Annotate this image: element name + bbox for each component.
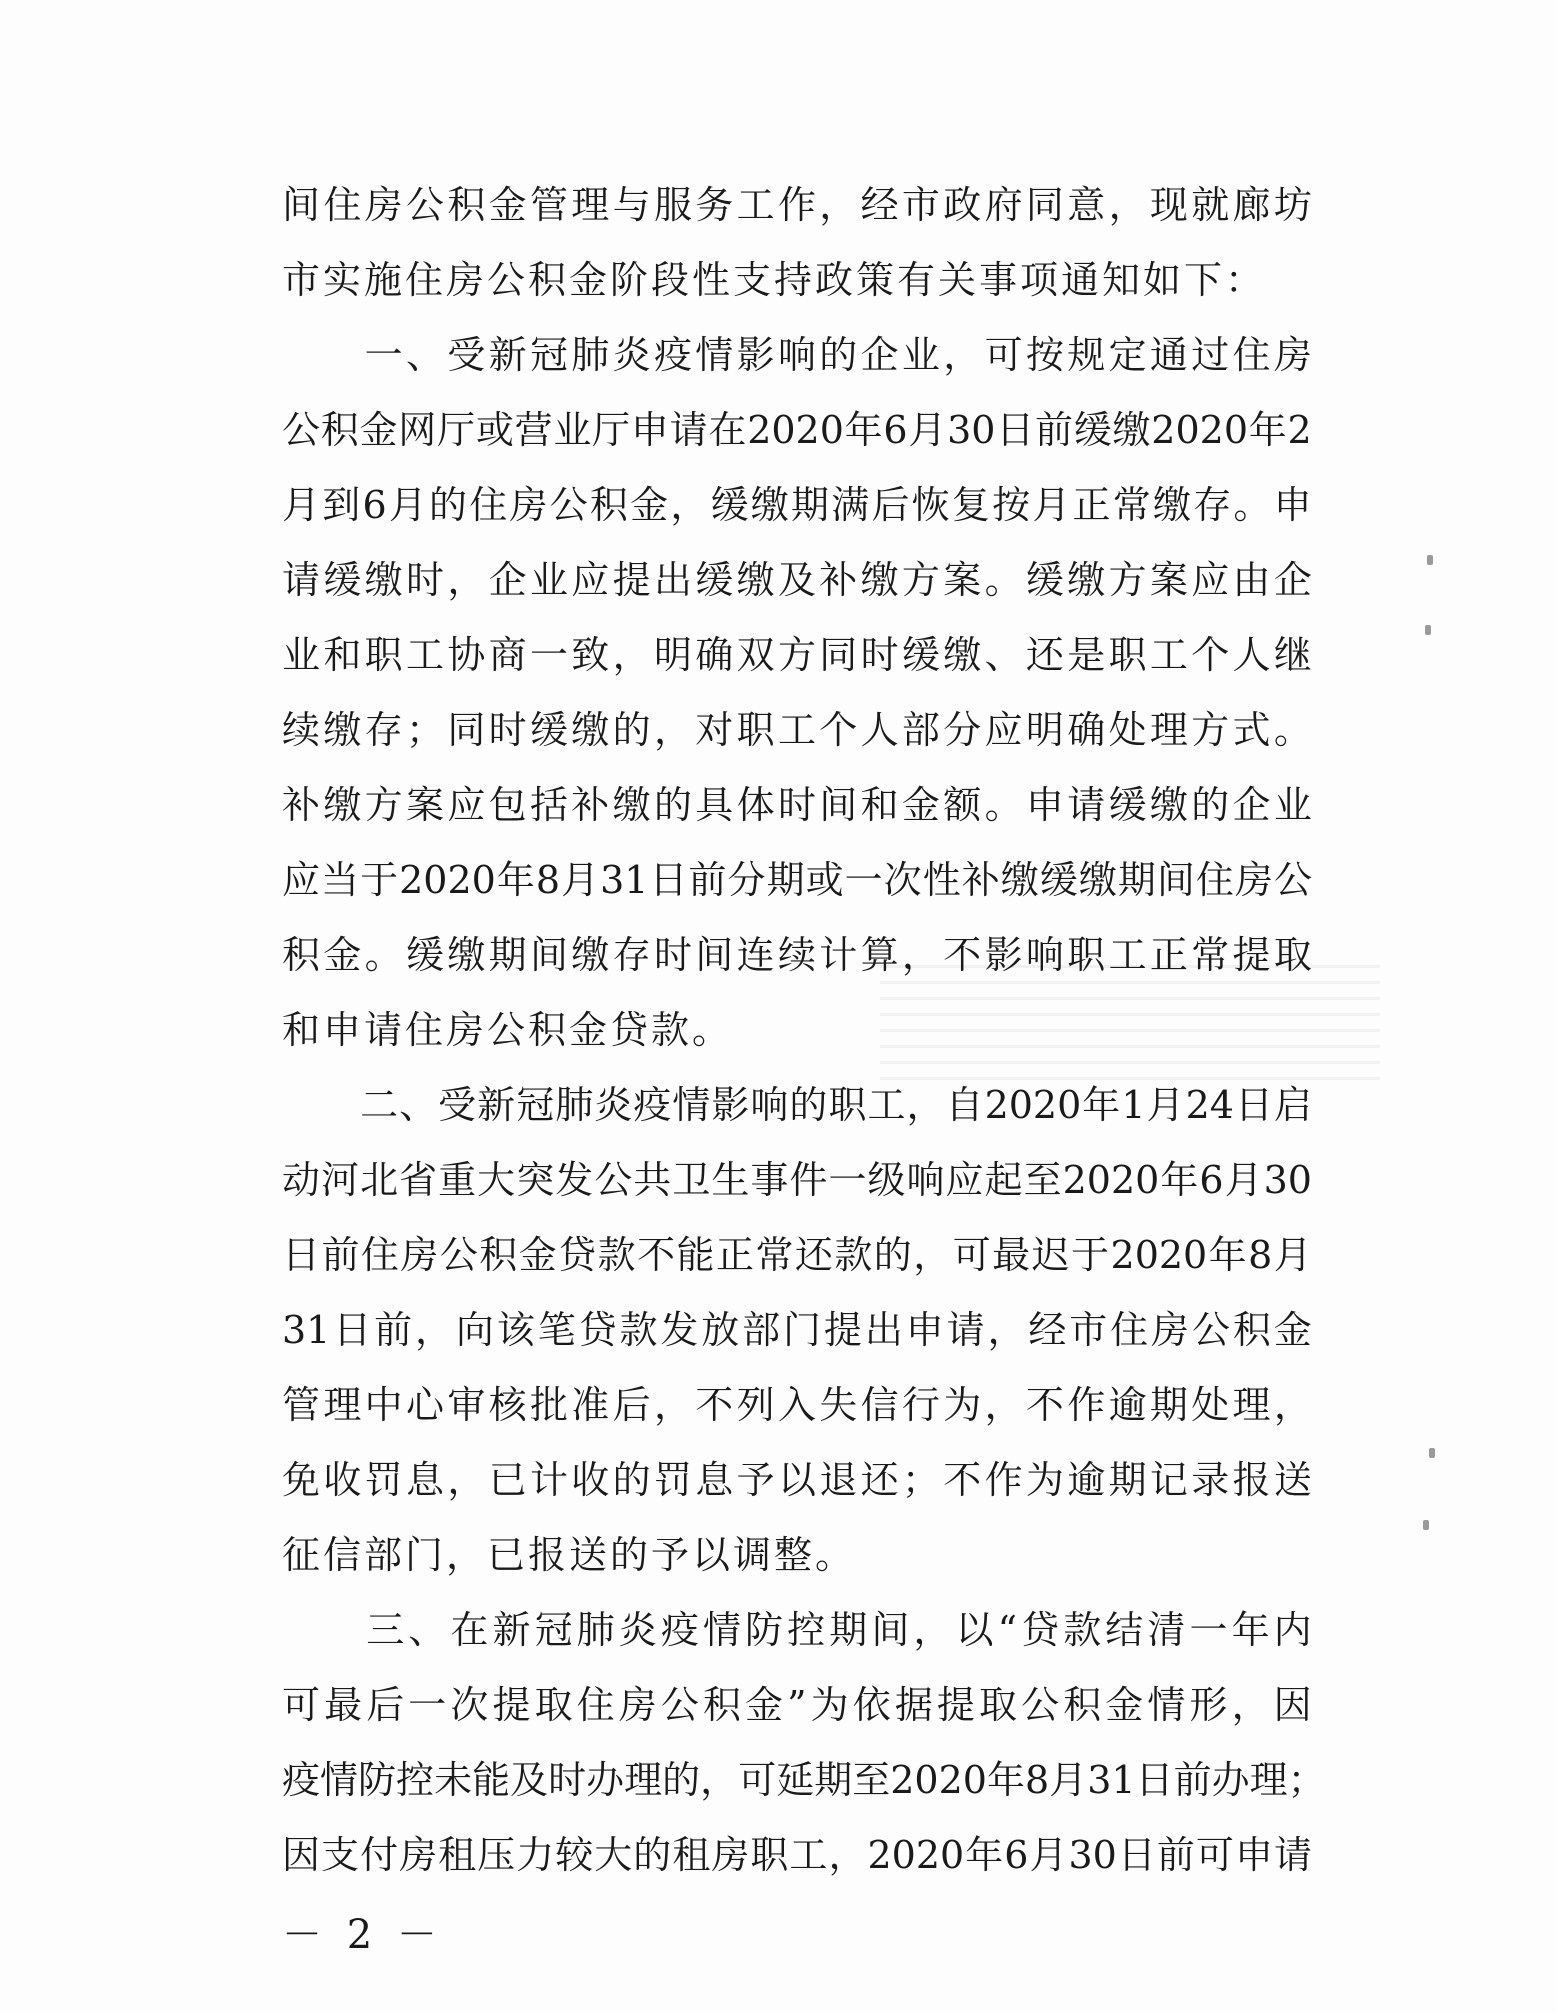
scan-speck	[1427, 555, 1433, 565]
text-line: 间 住 房 公 积 金 管 理 与 服 务 工 作 ， 经 市 政 府 同 意 ， 现 就 廊 坊	[282, 183, 1312, 227]
text-line: 日 前 住 房 公 积 金 贷 款 不 能 正 常 还 款 的 ， 可 最 迟 于 2020 年 8 月	[282, 1233, 1312, 1277]
text-line: 征信部门，已报送的予以调整。	[282, 1533, 857, 1577]
scan-speck	[1425, 625, 1431, 635]
text-line: 公 积 金 网 厅 或 营 业 厅 申 请 在 2020 年 6 月 30 日 前 缓 缴 2020 年 2	[282, 408, 1312, 452]
document-body	[282, 168, 1326, 1893]
text-line: 动 河 北 省 重 大 突 发 公 共 卫 生 事 件 一 级 响 应 起 至 2020 年 6 月 30	[282, 1158, 1312, 1202]
text-line: 应 当 于 2020 年 8 月 31 日 前 分 期 或 一 次 性 补 缴 缓 缴 期 间 住 房 公	[282, 858, 1312, 902]
text-line: 补 缴 方 案 应 包 括 补 缴 的 具 体 时 间 和 金 额 。 申 请 缓 缴 的 企 业	[282, 783, 1312, 827]
scan-speck	[1429, 1448, 1435, 1458]
text-line: 市实施住房公积金阶段性支持政策有关事项通知如下：	[282, 258, 1267, 302]
text-line: 疫 情 防 控 未 能 及 时 办 理 的 ， 可 延 期 至 2020 年 8 月 31 日 前 办 理 ；	[282, 1758, 1326, 1802]
page-number: － 2 －	[282, 1912, 443, 1958]
text-line: 月 到 6 月 的 住 房 公 积 金 ， 缓 缴 期 满 后 恢 复 按 月 正 常 缴 存 。 申	[282, 483, 1312, 527]
text-line: 和申请住房公积金贷款。	[282, 1008, 734, 1052]
text-line: 请 缓 缴 时 ， 企 业 应 提 出 缓 缴 及 补 缴 方 案 。 缓 缴 方 案 应 由 企	[282, 558, 1312, 602]
text-line: 一 、 受 新 冠 肺 炎 疫 情 影 响 的 企 业 ， 可 按 规 定 通 过 住 房	[364, 333, 1312, 377]
text-line: 业 和 职 工 协 商 一 致 ， 明 确 双 方 同 时 缓 缴 、 还 是 职 工 个 人 继	[282, 633, 1312, 677]
text-line: 三 、 在 新 冠 肺 炎 疫 情 防 控 期 间 ， 以 “ 贷 款 结 清 一 年 内	[366, 1608, 1312, 1652]
text-line: 续 缴 存 ； 同 时 缓 缴 的 ， 对 职 工 个 人 部 分 应 明 确 处 理 方 式 。	[282, 708, 1312, 752]
text-line: 可 最 后 一 次 提 取 住 房 公 积 金 ” 为 依 据 提 取 公 积 金 情 形 ， 因	[282, 1683, 1312, 1727]
text-line: 免 收 罚 息 ， 已 计 收 的 罚 息 予 以 退 还 ； 不 作 为 逾 期 记 录 报 送	[282, 1458, 1312, 1502]
text-line: 31 日 前 ， 向 该 笔 贷 款 发 放 部 门 提 出 申 请 ， 经 市 住 房 公 积 金	[282, 1308, 1312, 1352]
text-line: 二 、 受 新 冠 肺 炎 疫 情 影 响 的 职 工 ， 自 2020 年 1 月 24 日 启	[360, 1083, 1312, 1127]
text-line: 积 金 。 缓 缴 期 间 缴 存 时 间 连 续 计 算 ， 不 影 响 职 工 正 常 提 取	[282, 933, 1312, 977]
text-line: 管 理 中 心 审 核 批 准 后 ， 不 列 入 失 信 行 为 ， 不 作 逾 期 处 理 ，	[282, 1383, 1312, 1427]
scan-speck	[1423, 1520, 1429, 1530]
text-line: 因 支 付 房 租 压 力 较 大 的 租 房 职 工 ， 2020 年 6 月 30 日 前 可 申 请	[282, 1833, 1312, 1877]
